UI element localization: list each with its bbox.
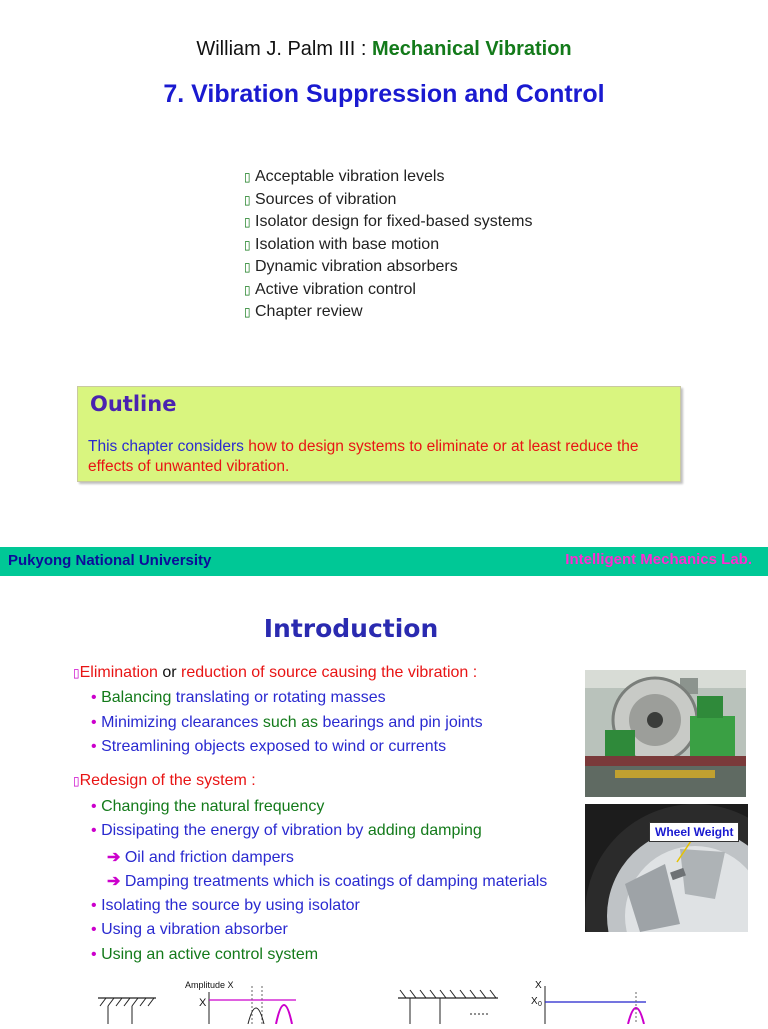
toc-item: ▯ Acceptable vibration levels bbox=[244, 166, 532, 189]
balancing-machine-photo bbox=[585, 670, 746, 797]
list-item: ▯Elimination or reduction of source causing the vibration : bbox=[73, 664, 478, 681]
outline-title: Outline bbox=[90, 392, 177, 416]
x0-label: X bbox=[531, 996, 538, 1007]
list-item: • Streamlining objects exposed to wind or currents bbox=[91, 738, 447, 755]
toc-item: ▯ Isolator design for fixed-based systems bbox=[244, 211, 532, 234]
list-item: ▯Redesign of the system : bbox=[73, 772, 256, 789]
toc-item: ▯ Active vibration control bbox=[244, 279, 532, 302]
university-name: Pukyong National University bbox=[8, 552, 212, 569]
wheel-weight-photo bbox=[585, 804, 748, 932]
bullet-icon: ▯ bbox=[244, 237, 251, 252]
bullet-icon: ▯ bbox=[73, 666, 80, 680]
balancing-machine-image bbox=[585, 670, 746, 797]
outline-text: This chapter considers how to design systems to eliminate or at least reduce the effects of unwanted vibration. bbox=[88, 438, 639, 475]
toc-item: ▯ Chapter review bbox=[244, 301, 532, 324]
bullet-icon: ▯ bbox=[244, 260, 251, 274]
bullet-icon: ▯ bbox=[244, 170, 251, 184]
x-axis-label: X bbox=[535, 980, 542, 991]
wheel-weight-label: Wheel Weight bbox=[649, 822, 739, 842]
list-item: • Using an active control system bbox=[91, 946, 319, 963]
toc-item: ▯ Isolation with base motion bbox=[244, 234, 532, 257]
author-name: William J. Palm III : bbox=[196, 38, 367, 60]
bullet-icon: ▯ bbox=[73, 774, 80, 788]
list-item: • Dissipating the energy of vibration by adding damping bbox=[91, 822, 482, 839]
xe-label: X bbox=[199, 997, 207, 1009]
arrow-icon: ➔ bbox=[107, 849, 121, 866]
list-item: • Isolating the source by using isolator bbox=[91, 897, 360, 914]
bullet-icon: ▯ bbox=[244, 215, 251, 229]
amplitude-label: Amplitude X bbox=[185, 980, 234, 990]
arrow-icon: ➔ bbox=[107, 873, 121, 890]
bullet-icon: ▯ bbox=[244, 282, 251, 297]
bullet-icon: ▯ bbox=[244, 192, 251, 207]
list-item: • Changing the natural frequency bbox=[91, 798, 325, 815]
vibration-diagram bbox=[0, 978, 768, 1024]
outline-box bbox=[77, 386, 681, 482]
list-item: • Using a vibration absorber bbox=[91, 921, 288, 938]
list-item: ➔ Damping treatments which is coatings of damping materials bbox=[107, 873, 548, 890]
list-item: • Balancing translating or rotating masses bbox=[91, 689, 386, 706]
intro-title: Introduction bbox=[263, 614, 439, 643]
course-title: Mechanical Vibration bbox=[371, 38, 572, 60]
footer-bar bbox=[0, 547, 768, 576]
toc-item: ▯ Sources of vibration bbox=[244, 189, 532, 212]
list-item: • Minimizing clearances such as bearings and pin joints bbox=[91, 714, 483, 731]
toc-item: ▯ Dynamic vibration absorbers bbox=[244, 256, 532, 279]
lab-name: Intelligent Mechanics Lab. bbox=[565, 551, 752, 568]
isolator-diagrams bbox=[0, 978, 768, 1024]
table-of-contents bbox=[244, 166, 532, 324]
slide-author-line bbox=[0, 38, 768, 61]
x0-subscript: 0 bbox=[538, 1001, 542, 1008]
chapter-title: 7. Vibration Suppression and Control bbox=[163, 80, 605, 108]
bullet-icon: ▯ bbox=[244, 305, 251, 319]
list-item: ➔ Oil and friction dampers bbox=[107, 849, 294, 866]
